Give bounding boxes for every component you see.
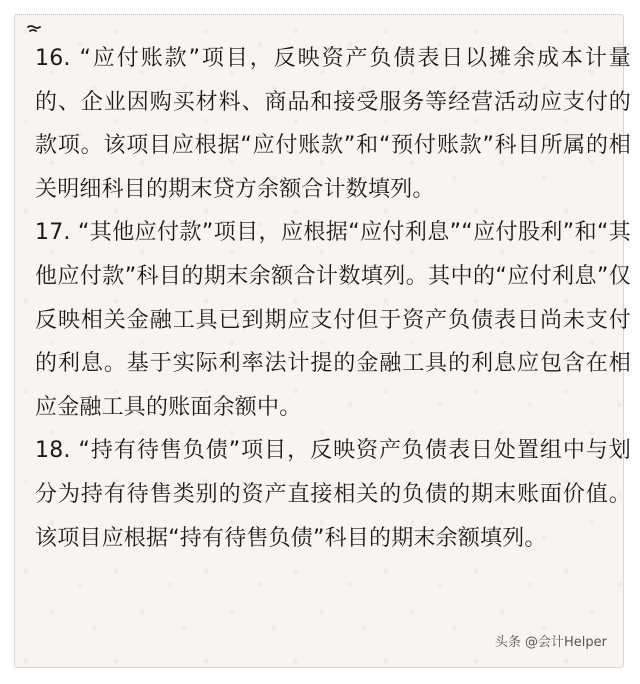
document-frame: [14, 14, 631, 668]
paragraph-item-16: 16. “应付账款”项目，反映资产负债表日以摊余成本计量的、企业因购买材料、商品和接受服务等经营活动应支付的款项。该项目应根据“应付账款”和“预付账款”科目所属的相关明细科目的期末贷方余额合计数填列。: [35, 46, 631, 202]
paragraph-item-18: 18. “持有待售负债”项目，反映资产负债表日处置组中与划分为持有待售类别的资产直接相关的负债的期末账面价值。该项目应根据“持有待售负债”科目的期末余额填列。: [35, 438, 631, 551]
corner-decoration-icon: [27, 24, 41, 34]
article-body: [35, 37, 631, 560]
source-watermark: [495, 631, 607, 650]
paragraph-item-17: 17. “其他应付款”项目，应根据“应付利息”“应付股利”和“其他应付款”科目的期末余额合计数填列。其中的“应付利息”仅反映相关金融工具已到期应支付但于资产负债表日尚未支付的利息。基于实际利率法计提的金融工具的利息应包含在相应金融工具的账面余额中。: [35, 220, 631, 420]
watermark-text: 头条 @会计Helper: [494, 635, 607, 650]
